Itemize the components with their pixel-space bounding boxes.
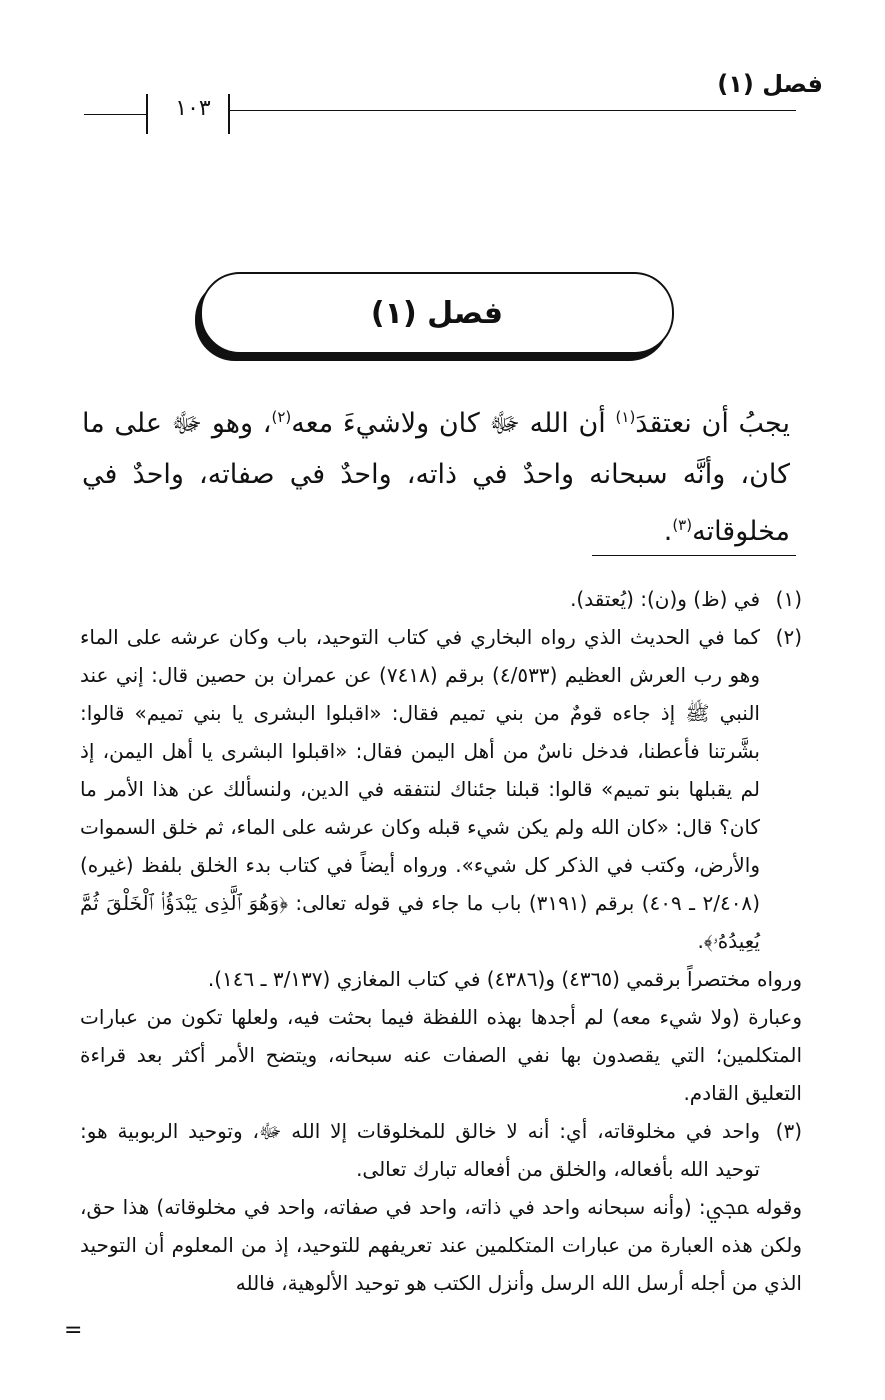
footnote-3 [80,1112,802,1188]
footnotes [80,580,802,1302]
footnote-2-continuation: ورواه مختصراً برقمي (٤٣٦٥) و(٤٣٨٦) في كتاب المغازي (٣/١٣٧ ـ ١٤٦). [207,967,802,991]
footnote-text: واحد في مخلوقاته، أي: أنه لا خالق للمخلوقات إلا الله ﷻ، وتوحيد الربوبية هو: توحيد الله بأفعاله، والخلق من أفعاله تبارك تعالى. [80,1119,760,1181]
footnote-separator [592,555,796,556]
footnote-2 [80,618,802,960]
header-tick-left [146,94,148,134]
page-number: ١٠٣ [175,96,211,121]
footnote-1 [80,580,802,618]
chapter-title: فصل (١) [370,295,504,331]
main-paragraph: يجبُ أن نعتقدَ$^{(١)}$ أن الله ﷻ كان ولاشيءَ معه$^{(٢)}$، وهو ﷻ على ما كان، وأنَّه سبحانه واحدٌ في ذاته، واحدٌ في صفاته، واحدٌ في مخلوقاته$^{(٣)}$. [82,408,790,547]
footnote-ref-1[interactable]: (١) [615,408,636,426]
running-title: فصل (١) [717,70,823,98]
footnote-2-continuation: وعبارة (ولا شيء معه) لم أجدها بهذه اللفظة فيما بحثت فيه، ولعلها تكون من عبارات المتكلمين؛ التي يقصدون بها نفي الصفات عنه سبحانه، ويتضح الأمر أكثر بعد قراءة التعليق القادم. [80,1005,802,1105]
header-tick-right [228,94,230,134]
footnote-number: (٣) [775,1119,802,1143]
footnote-number: (٢) [775,625,802,649]
footnote-text: في (ظ) و(ن): (يُعتقد). [570,587,760,611]
footnote-ref-3[interactable]: (٣) [672,516,693,534]
header-rule-left [84,114,146,115]
footnote-3-continuation: وقوله ﷀ: (وأنه سبحانه واحد في ذاته، واحد في صفاته، واحد في مخلوقاته) هذا حق، ولكن هذه العبارة من عبارات المتكلمين عند تعريفهم للتوحيد، إذ من المعلوم أن التوحيد الذي من أجله أرسل الله الرسل وأنزل الكتب هو توحيد الألوهية، فالله [80,1195,802,1295]
footnote-number: (١) [775,587,802,611]
chapter-title-box [200,272,674,354]
footnote-text: كما في الحديث الذي رواه البخاري في كتاب التوحيد، باب وكان عرشه على الماء وهو رب العرش العظيم (٤/٥٣٣) برقم (٧٤١٨) عن عمران بن حصين قال: إني عند النبي ﷺ إذ جاءه قومٌ من بني تميم فقال: «اقبلوا البشرى يا بني تميم» قالوا: بشَّرتنا فأعطنا، فدخل ناسٌ من أهل اليمن فقال: «اقبلوا البشرى يا أهل اليمن، إذ لم يقبلها بنو تميم» قالوا: قبلنا جئناك لنتفقه في الدين، ولنسألك عن هذا الأمر ما كان؟ قال: «كان الله ولم يكن شيء قبله وكان عرشه على الماء، ثم خلق السموات والأرض، وكتب في الذكر كل شيء». ورواه أيضاً في كتاب بدء الخلق بلفظ (غيره) (٢/٤٠٨ ـ ٤٠٩) برقم (٣١٩١) باب ما جاء في قوله تعالى: ﴿وَهُوَ ٱلَّذِى يَبْدَؤُا۟ ٱلْخَلْقَ ثُمَّ يُعِيدُهُۥ﴾. [80,625,761,953]
continuation-mark: = [64,1318,83,1343]
header-rule-right [230,110,796,111]
footnote-ref-2[interactable]: (٢) [271,408,292,426]
